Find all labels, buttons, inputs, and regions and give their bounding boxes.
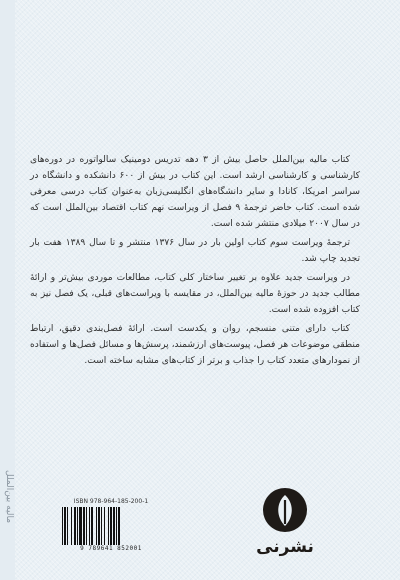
publisher-name: نشرنی [256,537,314,557]
isbn-label: ISBN 978-964-185-200-1 [73,498,149,505]
spine-strip [0,0,15,580]
barcode-bar [120,507,121,545]
description-paragraph-1: کتاب مالیه بین‌الملل حاصل بیش از ۳ دهه تدریس دومینیک سالواتوره در دوره‌های کارشناسی و کارشناسی ارشد است. این کتاب در بیش از ۶۰۰ دانشکده و دانشگاه در سراسر امریکا، کانادا و سایر دانشگاه‌های انگلیسی‌زبان به‌عنوان کتاب درسی معرفی شده است. کتاب حاضر ترجمهٔ ۹ فصل از ویراست نهم کتاب اقتصاد بین‌الملل است که در سال ۲۰۰۷ میلادی منتشر شده است. [30,155,361,229]
barcode-bars [62,507,160,545]
description-paragraph-3: در ویراست جدید علاوه بر تغییر ساختار کلی کتاب، مطالعات موردی بیش‌تر و ارائهٔ مطالب جدید در حوزهٔ مالیه بین‌الملل، در مقایسه با ویراست‌های قبلی، یک فصل نیز به کتاب افزوده شده است. [30,273,360,315]
spine-title: مالیه بین‌الملل [4,470,14,524]
book-description [30,152,360,372]
description-paragraph-4: کتاب دارای متنی منسجم، روان و یکدست است. ارائهٔ فصل‌بندی دقیق، ارتباط منطقی موضوعات هر فصل، پیوست‌های ارزشمند، پرسش‌ها و مسائل فصل‌ها و استفاده از نمودارهای متعدد کتاب را جذاب و برتر از کتاب‌های مشابه ساخته است. [30,324,360,366]
barcode-digits: 9 789641 852001 [80,545,142,552]
barcode [62,498,160,553]
description-paragraph-2: ترجمهٔ ویراست سوم کتاب اولین بار در سال ۱۳۷۶ منتشر و تا سال ۱۳۸۹ هفت بار تجدید چاپ شد. [30,238,360,264]
publisher-logo [250,488,320,568]
ney-leaf-icon [263,488,307,532]
